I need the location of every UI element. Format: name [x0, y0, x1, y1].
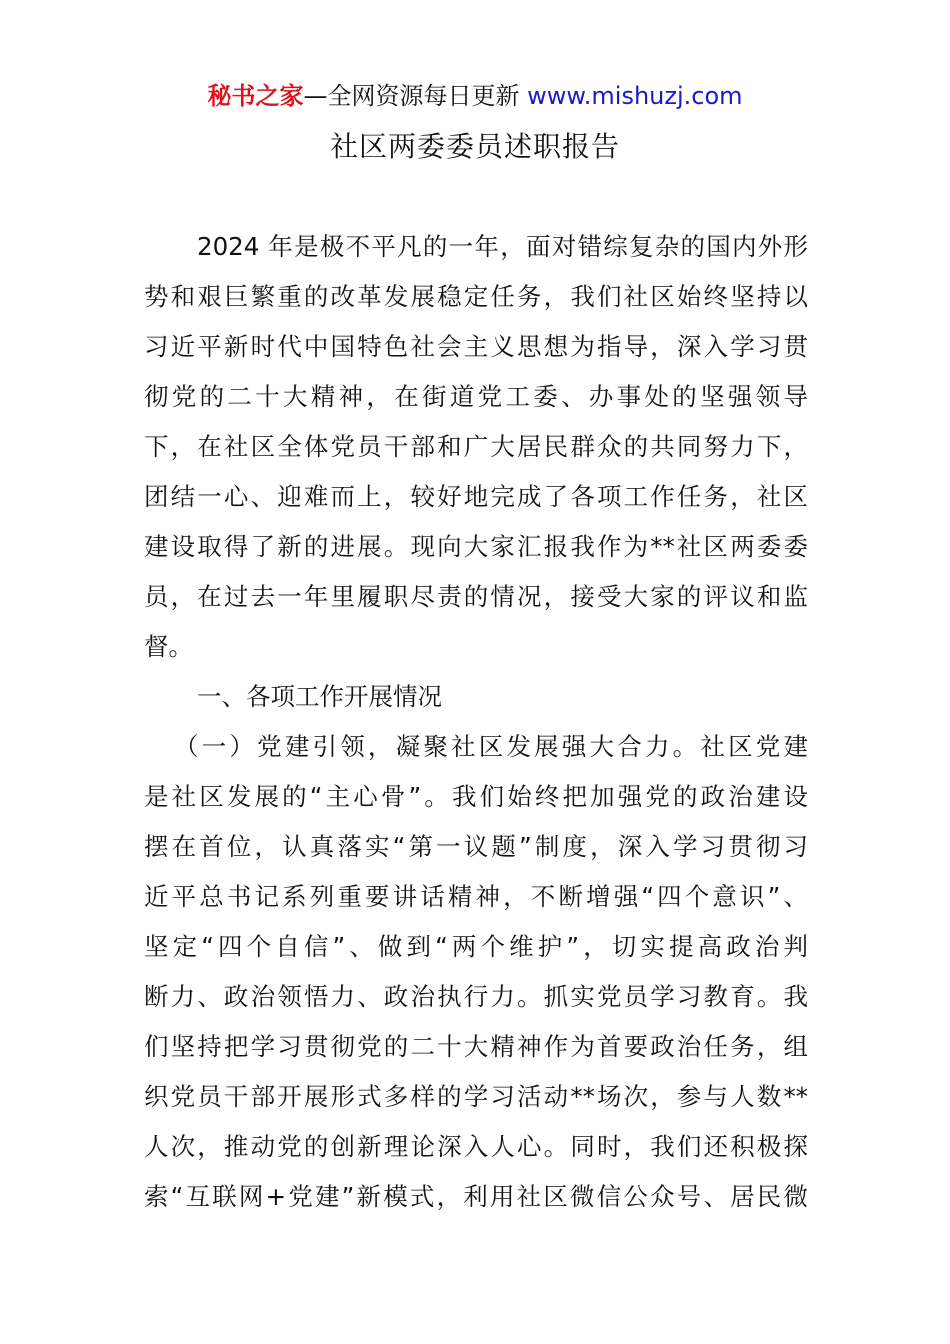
paragraph-line: 们坚持把学习贯彻党的二十大精神作为首要政治任务，组	[144, 1032, 808, 1061]
paragraph-line: 督。	[144, 632, 193, 661]
paragraph-line: 坚定“四个自信”、做到“两个维护”，切实提高政治判	[144, 932, 808, 961]
paragraph-line: 团结一心、迎难而上，较好地完成了各项工作任务，社区	[144, 482, 808, 511]
paragraph-line: 习近平新时代中国特色社会主义思想为指导，深入学习贯	[144, 332, 808, 361]
section-heading: 一、各项工作开展情况	[197, 682, 442, 711]
paragraph-line: 员，在过去一年里履职尽责的情况，接受大家的评议和监	[144, 582, 808, 611]
paragraph-line: 彻党的二十大精神，在街道党工委、办事处的坚强领导	[144, 382, 808, 411]
document-body	[144, 222, 808, 1222]
paragraph-line: 下，在社区全体党员干部和广大居民群众的共同努力下，	[144, 432, 808, 461]
paragraph-line: 近平总书记系列重要讲话精神，不断增强“四个意识”、	[144, 882, 808, 911]
site-tagline: —全网资源每日更新	[303, 82, 528, 110]
site-url[interactable]: www.mishuzj.com	[527, 82, 743, 110]
paragraph-line: 势和艰巨繁重的改革发展稳定任务，我们社区始终坚持以	[144, 282, 808, 311]
paragraph-line: 2024 年是极不平凡的一年，面对错综复杂的国内外形	[197, 232, 808, 261]
paragraph-line: 断力、政治领悟力、政治执行力。抓实党员学习教育。我	[144, 982, 808, 1011]
paragraph-line: 织党员干部开展形式多样的学习活动**场次，参与人数**	[144, 1082, 808, 1111]
paragraph-line: 索“互联网+党建”新模式，利用社区微信公众号、居民微	[144, 1182, 808, 1211]
site-header	[0, 78, 950, 114]
paragraph-line: （一）党建引领，凝聚社区发展强大合力。社区党建	[174, 732, 808, 761]
paragraph-line: 摆在首位，认真落实“第一议题”制度，深入学习贯彻习	[144, 832, 808, 861]
document-title: 社区两委委员述职报告	[329, 130, 620, 163]
paragraph-line: 是社区发展的“主心骨”。我们始终把加强党的政治建设	[144, 782, 808, 811]
paragraph-line: 建设取得了新的进展。现向大家汇报我作为**社区两委委	[144, 532, 808, 561]
paragraph-line: 人次，推动党的创新理论深入人心。同时，我们还积极探	[144, 1132, 808, 1161]
brand-name: 秘书之家	[207, 82, 304, 110]
